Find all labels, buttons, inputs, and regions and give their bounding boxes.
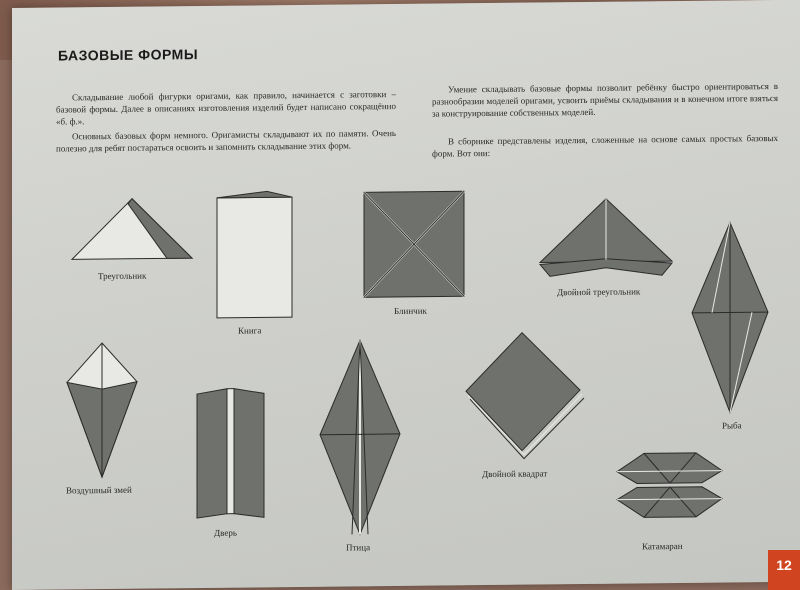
label-triangle: Треугольник [98, 270, 147, 282]
origami-figures [12, 0, 800, 590]
label-door: Дверь [214, 527, 237, 538]
double-triangle-figure [540, 198, 672, 276]
label-double-triangle: Двойной треугольник [557, 286, 641, 298]
label-bird: Птица [346, 542, 371, 553]
kerchief-figure [364, 191, 464, 297]
label-book: Книга [238, 325, 262, 336]
bird-figure [320, 340, 400, 535]
triangle-figure [72, 198, 192, 259]
catamaran-figure [617, 453, 722, 518]
intro-paragraph-4: В сборнике представлены изделия, сложенные на основе самых простых базовых форм. Вот они: [432, 132, 778, 159]
intro-paragraph-2: Основных базовых форм немного. Оригамисты складывают их по памяти. Очень полезно для ребят постараться освоить и запомнить складывание этих форм. [56, 127, 396, 154]
label-kerchief: Блинчик [394, 305, 427, 316]
door-figure [197, 388, 264, 518]
kite-figure [67, 343, 137, 478]
intro-paragraph-3: Умение складывать базовые формы позволит ребёнку быстро ориентироваться в разнообразии моделей оригами, усвоить приёмы складывания и в конечном итоге взяться за конструирование собственных моделей. [432, 80, 778, 119]
label-double-square: Двойной квадрат [482, 468, 548, 480]
fish-figure [692, 222, 768, 413]
intro-paragraph-1: Складывание любой фигурки оригами, как правило, начинается с заготовки – базовой формы. Далее в описаниях изготовления изделий будет написано сокращённо «б. ф.». [56, 88, 396, 127]
page-title: БАЗОВЫЕ ФОРМЫ [58, 46, 199, 64]
label-kite: Воздушный змей [66, 484, 132, 496]
book-page [12, 0, 800, 590]
page-number: 12 [768, 550, 800, 590]
label-catamaran: Катамаран [642, 540, 683, 552]
book-figure [217, 191, 292, 318]
label-fish: Рыба [722, 420, 742, 431]
double-square-figure [466, 332, 584, 459]
